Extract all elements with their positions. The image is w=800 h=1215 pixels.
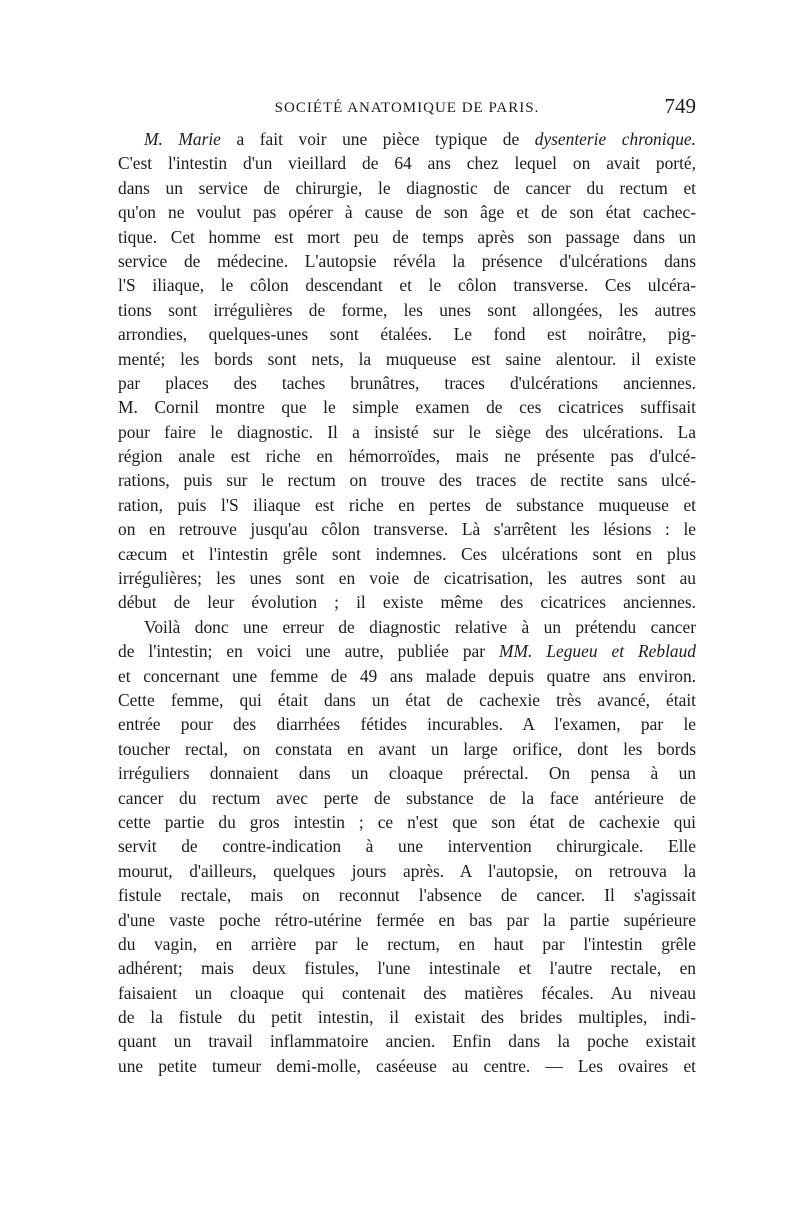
text-line: dans un service de chirurgie, le diagnostic de cancer du rectum et xyxy=(118,177,696,198)
text-line: région anale est riche en hémorroïdes, mais ne présente pas d'ulcé- xyxy=(118,446,696,467)
text-line: de la fistule du petit intestin, il existait des brides multiples, indi- xyxy=(118,1007,696,1028)
text-line: et concernant une femme de 49 ans malade depuis quatre ans environ. xyxy=(118,665,696,686)
text-line: entrée pour des diarrhées fétides incurables. A l'examen, par le xyxy=(118,714,696,735)
running-head: SOCIÉTÉ ANATOMIQUE DE PARIS. xyxy=(274,100,540,116)
text-line: toucher rectal, on constata en avant un large orifice, dont les bords xyxy=(118,738,696,759)
lead-text: a fait voir une pièce typique de xyxy=(220,129,535,149)
text-line: mourut, d'ailleurs, quelques jours après. A l'autopsie, on retrouva la xyxy=(118,860,696,881)
text-line xyxy=(118,639,696,663)
text-line xyxy=(118,127,696,151)
text-line: quant un travail inflammatoire ancien. Enfin dans la poche existait xyxy=(118,1031,696,1052)
text-line: adhérent; mais deux fistules, l'une intestinale et l'autre rectale, en xyxy=(118,958,696,979)
text-line: par places des taches brunâtres, traces d'ulcérations anciennes. xyxy=(118,372,696,393)
page-number: 749 xyxy=(664,94,696,118)
text-line: l'S iliaque, le côlon descendant et le côlon transverse. Ces ulcéra- xyxy=(118,275,696,296)
text-line: cæcum et l'intestin grêle sont indemnes. Ces ulcérations sont en plus xyxy=(118,543,696,564)
text-line: faisaient un cloaque qui contenait des matières fécales. Au niveau xyxy=(118,982,696,1003)
line-text: de l'intestin; en voici une autre, publiée par xyxy=(118,641,500,662)
text-line: tions sont irrégulières de forme, les unes sont allongées, les autres xyxy=(118,299,696,320)
text-line: ration, puis l'S iliaque est riche en pertes de substance muqueuse et xyxy=(118,494,696,515)
text-line: une petite tumeur demi-molle, caséeuse au centre. — Les ovaires et xyxy=(118,1055,696,1076)
text-line: début de leur évolution ; il existe même des cicatrices anciennes. xyxy=(118,592,696,613)
text-line: d'une vaste poche rétro-utérine fermée en bas par la partie supérieure xyxy=(118,909,696,930)
text-line: M. Cornil montre que le simple examen de ces cicatrices suffisait xyxy=(118,397,696,418)
text-line: cette partie du gros intestin ; ce n'est que son état de cachexie qui xyxy=(118,811,696,832)
text-line: on en retrouve jusqu'au côlon transverse. Là s'arrêtent les lésions : le xyxy=(118,519,696,540)
text-line: tique. Cet homme est mort peu de temps après son passage dans un xyxy=(118,226,696,247)
text-line: service de médecine. L'autopsie révéla la présence d'ulcérations dans xyxy=(118,250,696,271)
text-line: arrondies, quelques-unes sont étalées. Le fond est noirâtre, pig- xyxy=(118,324,696,345)
disease-term: dysenterie chronique. xyxy=(534,129,696,149)
body-text xyxy=(118,127,696,1078)
text-line: Cette femme, qui était dans un état de cachexie très avancé, était xyxy=(118,689,696,710)
text-line: irréguliers donnaient dans un cloaque prérectal. On pensa à un xyxy=(118,763,696,784)
text-line: pour faire le diagnostic. Il a insisté sur le siège des ulcérations. La xyxy=(118,421,696,442)
text-line: Voilà donc une erreur de diagnostic relative à un prétendu cancer xyxy=(144,616,696,637)
text-line: menté; les bords sont nets, la muqueuse est saine alentour. il existe xyxy=(118,348,696,369)
page-header xyxy=(118,94,696,122)
text-line: cancer du rectum avec perte de substance de la face antérieure de xyxy=(118,787,696,808)
text-line: qu'on ne voulut pas opérer à cause de son âge et de son état cachec- xyxy=(118,202,696,223)
text-line: irrégulières; les unes sont en voie de cicatrisation, les autres sont au xyxy=(118,568,696,589)
text-line: C'est l'intestin d'un vieillard de 64 ans chez lequel on avait porté, xyxy=(118,153,696,174)
text-line: du vagin, en arrière par le rectum, en haut par l'intestin grêle xyxy=(118,933,696,954)
text-line: rations, puis sur le rectum on trouve des traces de rectite sans ulcé- xyxy=(118,470,696,491)
author-names: MM. Legueu et Reblaud xyxy=(499,641,696,662)
author-name: M. Marie xyxy=(144,129,221,149)
text-line: servit de contre-indication à une intervention chirurgicale. Elle xyxy=(118,836,696,857)
text-line: fistule rectale, mais on reconnut l'absence de cancer. Il s'agissait xyxy=(118,885,696,906)
